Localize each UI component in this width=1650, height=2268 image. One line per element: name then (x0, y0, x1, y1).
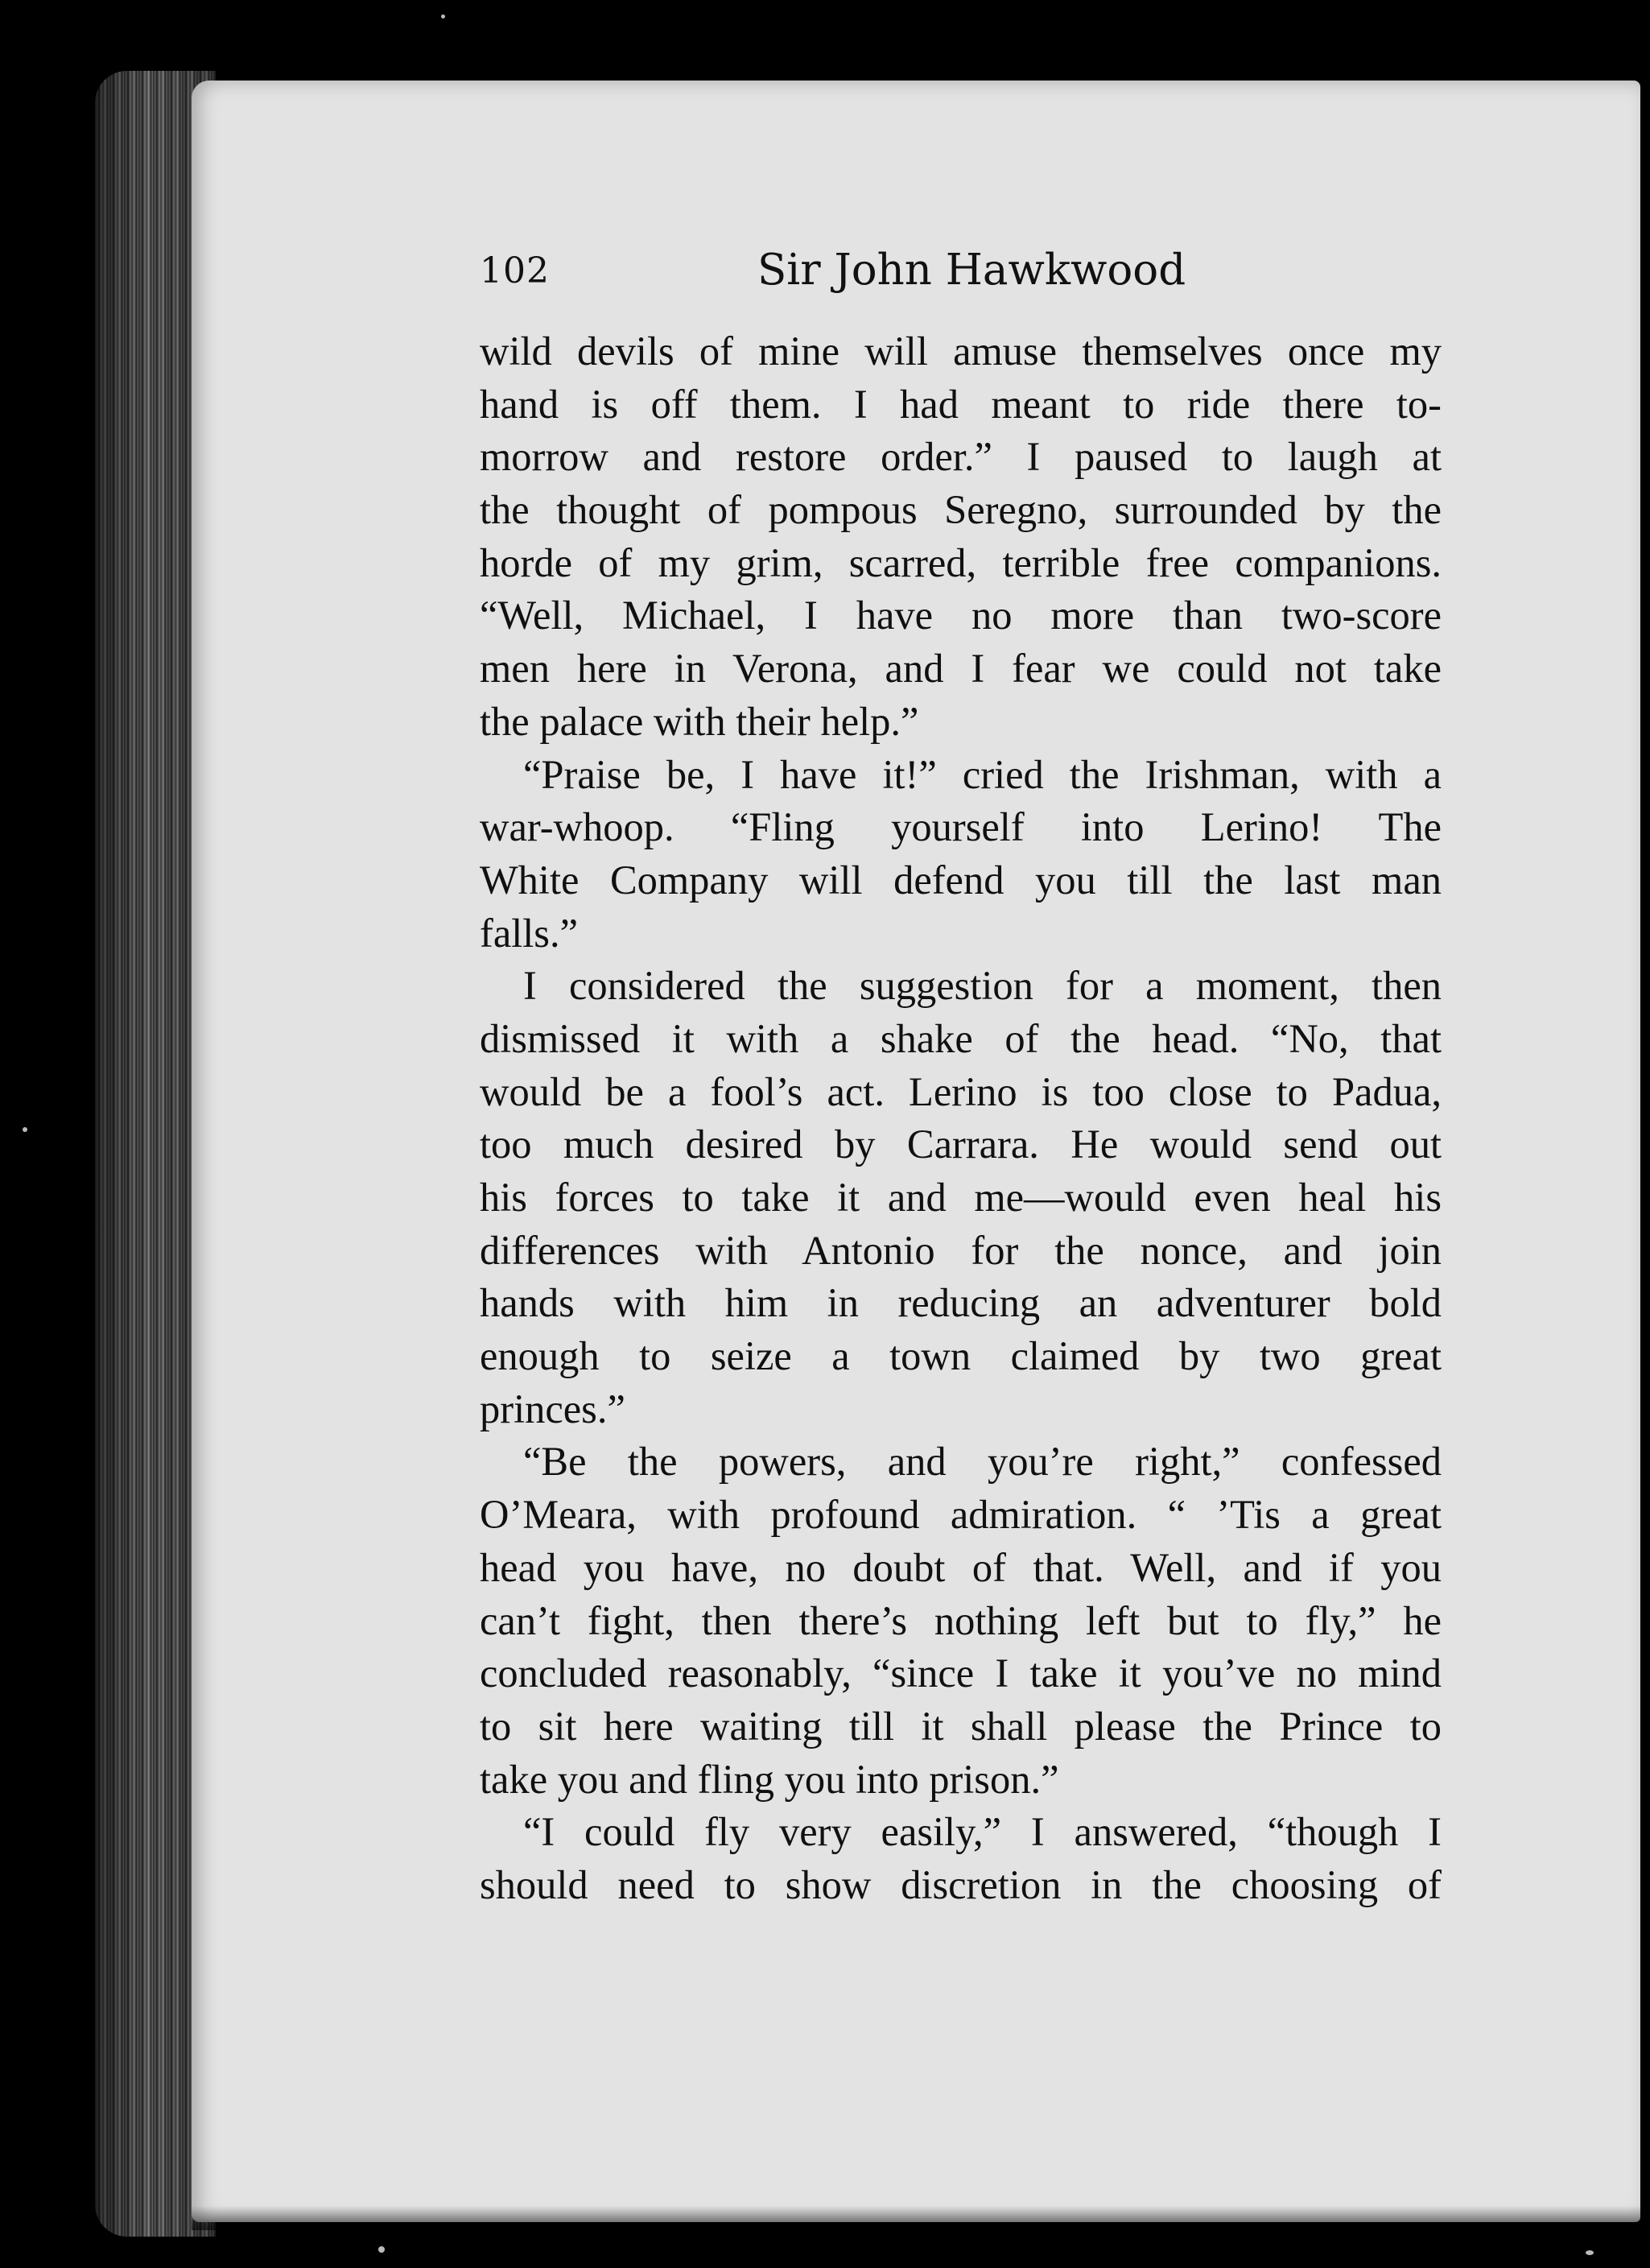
text-line: should need to show discretion in the choosing of (480, 1861, 1442, 1907)
text-line: war-whoop. “Fling yourself into Lerino! The (480, 804, 1442, 850)
text-line: would be a fool’s act. Lerino is too close to Padua, (480, 1068, 1442, 1114)
running-title: Sir John Hawkwood (757, 246, 1186, 295)
running-head (480, 246, 1446, 310)
text-line: dismissed it with a shake of the head. “No, that (480, 1015, 1442, 1061)
scan-speck (441, 14, 445, 19)
text-line: concluded reasonably, “since I take it you’ve no mind (480, 1650, 1442, 1696)
text-line: can’t fight, then there’s nothing left but to fly,” he (480, 1597, 1442, 1643)
text-line: I considered the suggestion for a moment, then (523, 963, 1442, 1009)
text-line: White Company will defend you till the last man (480, 857, 1442, 903)
scan-speck (378, 2246, 385, 2253)
text-line: O’Meara, with profound admiration. “ ’Tis a great (480, 1492, 1442, 1538)
text-line: “Praise be, I have it!” cried the Irishman, with a (523, 751, 1442, 797)
text-line: differences with Antonio for the nonce, and join (480, 1227, 1442, 1273)
page-number: 102 (480, 250, 550, 291)
text-line: horde of my grim, scarred, terrible free companions. (480, 539, 1442, 585)
scan-speck (23, 1127, 27, 1132)
text-line: take you and fling you into prison.” (480, 1756, 1059, 1802)
text-line: the thought of pompous Seregno, surrounded by the (480, 487, 1442, 533)
text-line: his forces to take it and me—would even heal his (480, 1175, 1442, 1220)
page-bottom-shadow (192, 2206, 1640, 2230)
text-line: hand is off them. I had meant to ride there to- (480, 381, 1442, 427)
body-text (480, 325, 1442, 1912)
text-line: to sit here waiting till it shall please the Prince to (480, 1703, 1442, 1749)
text-line: morrow and restore order.” I paused to laugh at (480, 434, 1442, 480)
text-line: the palace with their help.” (480, 698, 919, 744)
scan-speck (1586, 2250, 1594, 2255)
text-line: head you have, no doubt of that. Well, and if you (480, 1544, 1442, 1590)
text-line: hands with him in reducing an adventurer bold (480, 1280, 1442, 1326)
text-line: princes.” (480, 1386, 625, 1431)
text-line: wild devils of mine will amuse themselves once my (480, 328, 1442, 374)
text-line: “Well, Michael, I have no more than two-score (480, 593, 1442, 638)
text-line: “I could fly very easily,” I answered, “though I (523, 1809, 1442, 1855)
text-line: enough to seize a town claimed by two great (480, 1333, 1442, 1379)
text-line: too much desired by Carrara. He would send out (480, 1122, 1442, 1167)
text-line: men here in Verona, and I fear we could not take (480, 646, 1442, 692)
text-line: “Be the powers, and you’re right,” confessed (523, 1439, 1442, 1485)
text-line: falls.” (480, 910, 578, 956)
